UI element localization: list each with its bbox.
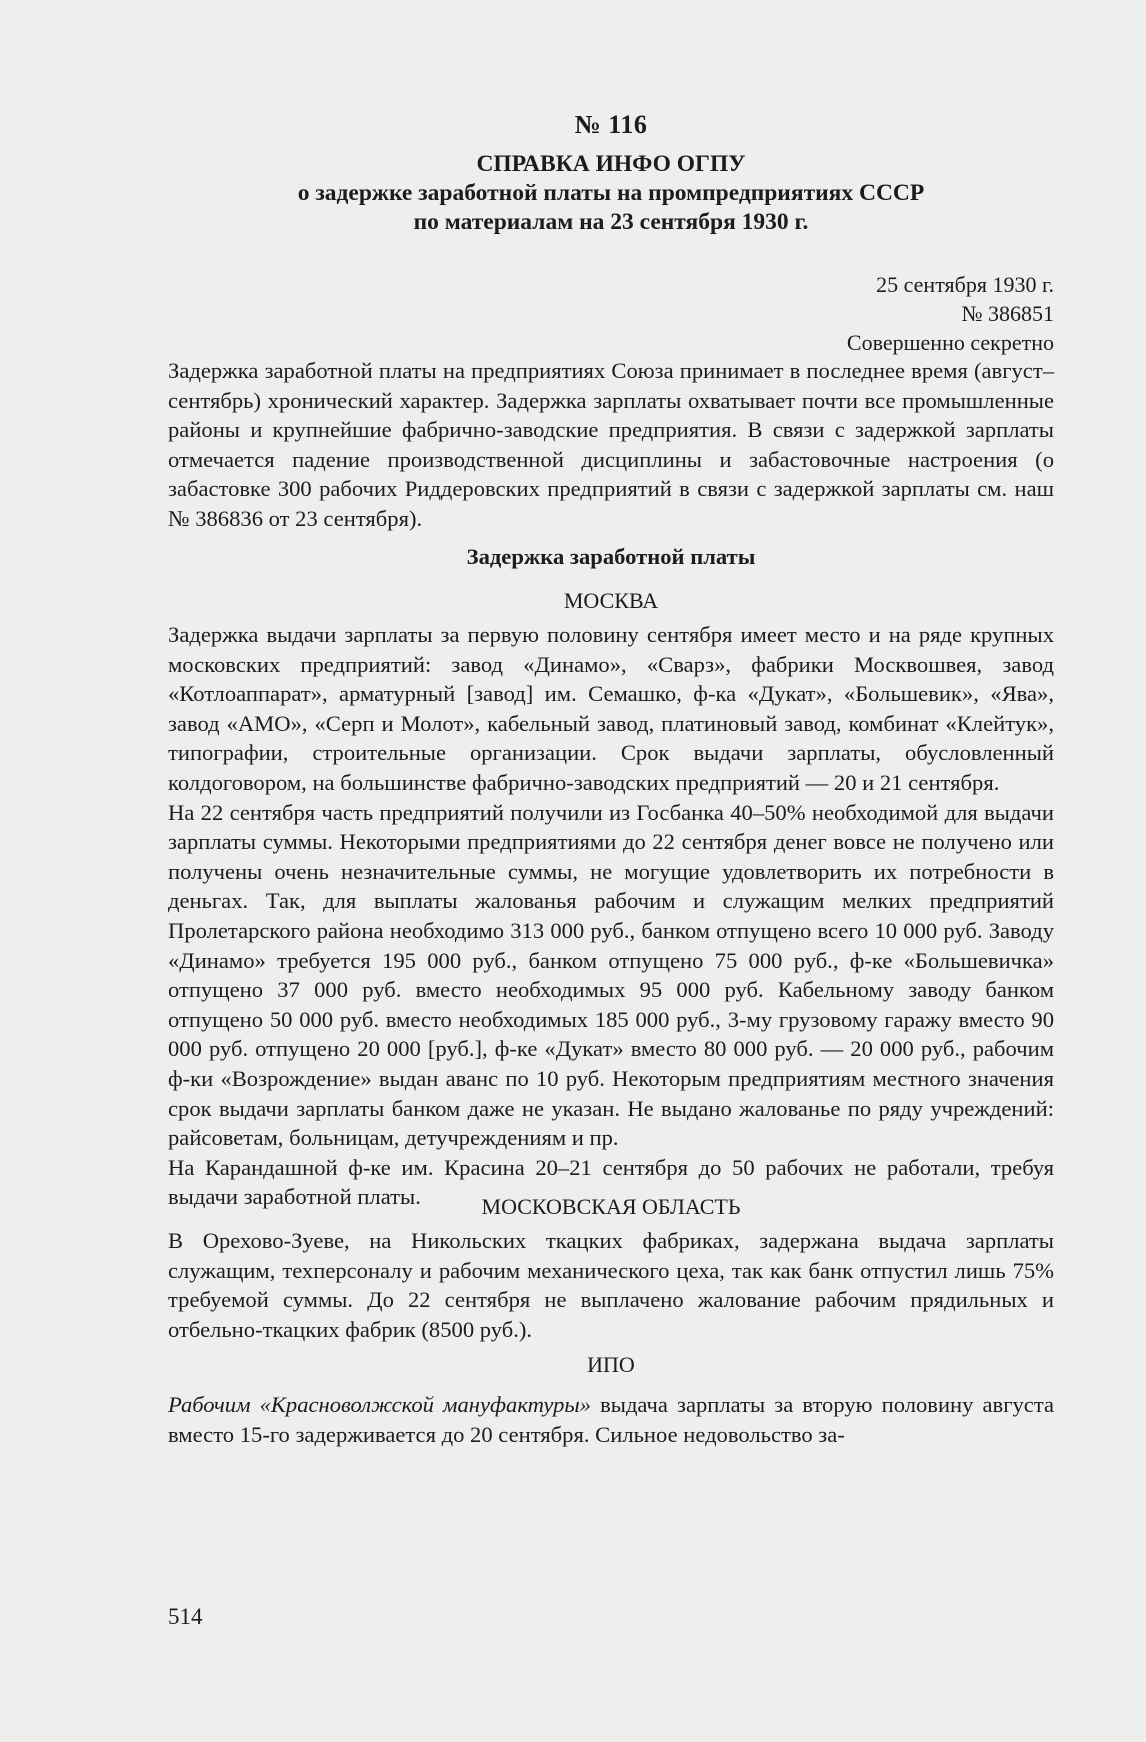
section-heading: Задержка заработной платы — [466, 544, 756, 569]
document-meta — [847, 270, 1054, 357]
ipo-section — [168, 1390, 1054, 1449]
moscow-paragraph-1: Задержка выдачи зарплаты за первую половину сентября имеет место и на ряде крупных московских предприятий: завод «Динамо», «Сварз», фабрики Москвошвея, завод «Котлоаппарат», арматурный [завод] им. Семашко, ф-ка «Дукат», «Большевик», «Ява», завод «АМО», «Серп и Молот», кабельный завод, платиновый завод, комбинат «Клейтук», типографии, строительные организации. Срок выдачи зарплаты, обусловленный колдоговором, на большинстве фабрично-заводских предприятий — 20 и 21 сентября. — [168, 622, 1054, 795]
moscow-oblast-heading-block — [168, 1194, 1054, 1220]
moscow-paragraph-3: На Карандашной ф-ке им. Красина 20–21 сентября до 50 рабочих не работали, требуя выдачи заработной платы. — [168, 1154, 1054, 1210]
region-heading-moscow: МОСКВА — [563, 588, 659, 613]
region-heading-moscow-oblast: МОСКОВСКАЯ ОБЛАСТЬ — [481, 1194, 741, 1219]
section-heading-block — [168, 544, 1054, 570]
document-title — [168, 150, 1054, 237]
title-line-3: по материалам на 23 сентября 1930 г. — [413, 209, 809, 235]
ipo-paragraph — [168, 1390, 1054, 1449]
ipo-italic-lead: Рабочим «Красноволжской мануфактуры» — [168, 1392, 591, 1417]
classification-label: Совершенно секретно — [846, 330, 1054, 355]
ipo-heading-block — [168, 1352, 1054, 1378]
moscow-oblast-paragraph: В Орехово-Зуеве, на Никольских ткацких фабриках, задержана выдача зарплаты служащим, техперсоналу и рабочим механического цеха, так как банк отпустил лишь 75% требуемой суммы. До 22 сентября не выплачено жалование рабочим прядильных и отбельно-ткацких фабрик (8500 руб.). — [168, 1228, 1054, 1342]
document-date: 25 сентября 1930 г. — [876, 272, 1054, 297]
intro-paragraph — [168, 356, 1054, 534]
moscow-oblast-section — [168, 1226, 1054, 1344]
moscow-heading-block — [168, 588, 1054, 614]
title-line-1: СПРАВКА ИНФО ОГПУ — [476, 151, 746, 177]
document-number: № 116 — [574, 110, 648, 139]
page-number: 514 — [168, 1604, 203, 1629]
document-ref-number: № 386851 — [961, 301, 1054, 326]
intro-text: Задержка заработной платы на предприятиях Союза принимает в последнее время (август–сентябрь) хронический характер. Задержка зарплаты охватывает почти все промышленные районы и крупнейшие фабрично-заводские предприятия. В связи с задержкой зарплаты отмечается падение производственной дисциплины и забастовочные настроения (о забастовке 300 рабочих Риддеровских предприятий в связи с задержкой зарплаты см. наш № 386836 от 23 сентября). — [168, 358, 1054, 531]
region-heading-ipo: ИПО — [587, 1352, 635, 1377]
moscow-section — [168, 620, 1054, 1212]
title-line-2: о задержке заработной платы на промпредприятиях СССР — [297, 180, 925, 206]
ipo-paragraph-rest: выдача зарплаты за вторую половину августа вместо 15-го задерживается до 20 сентября. Сильное недовольство за- — [168, 1392, 1054, 1447]
moscow-paragraph-2: На 22 сентября часть предприятий получили из Госбанка 40–50% необходимой для выдачи зарплаты суммы. Некоторыми предприятиями до 22 сентября денег вовсе не получено или получены очень незначительные суммы, не могущие удовлетворить их потребности в деньгах. Так, для выплаты жалованья рабочим и служащим мелких предприятий Пролетарского района необходимо 313 000 руб., банком отпущено всего 10 000 руб. Заводу «Динамо» требуется 195 000 руб., банком отпущено 75 000 руб., ф-ке «Большевичка» отпущено 37 000 руб. вместо необходимых 95 000 руб. Кабельному заводу банком отпущено 50 000 руб. вместо необходимых 185 000 руб., 3-му грузовому гаражу вместо 90 000 руб. отпущено 20 000 [руб.], ф-ке «Дукат» вместо 80 000 руб. — 20 000 руб., рабочим ф-ки «Возрождение» выдан аванс по 10 руб. Некоторым предприятиям местного значения срок выдачи зарплаты банком даже не указан. Не выдано жалованье по ряду учреждений: райсоветам, больницам, детучреждениям и пр. — [168, 799, 1054, 1151]
